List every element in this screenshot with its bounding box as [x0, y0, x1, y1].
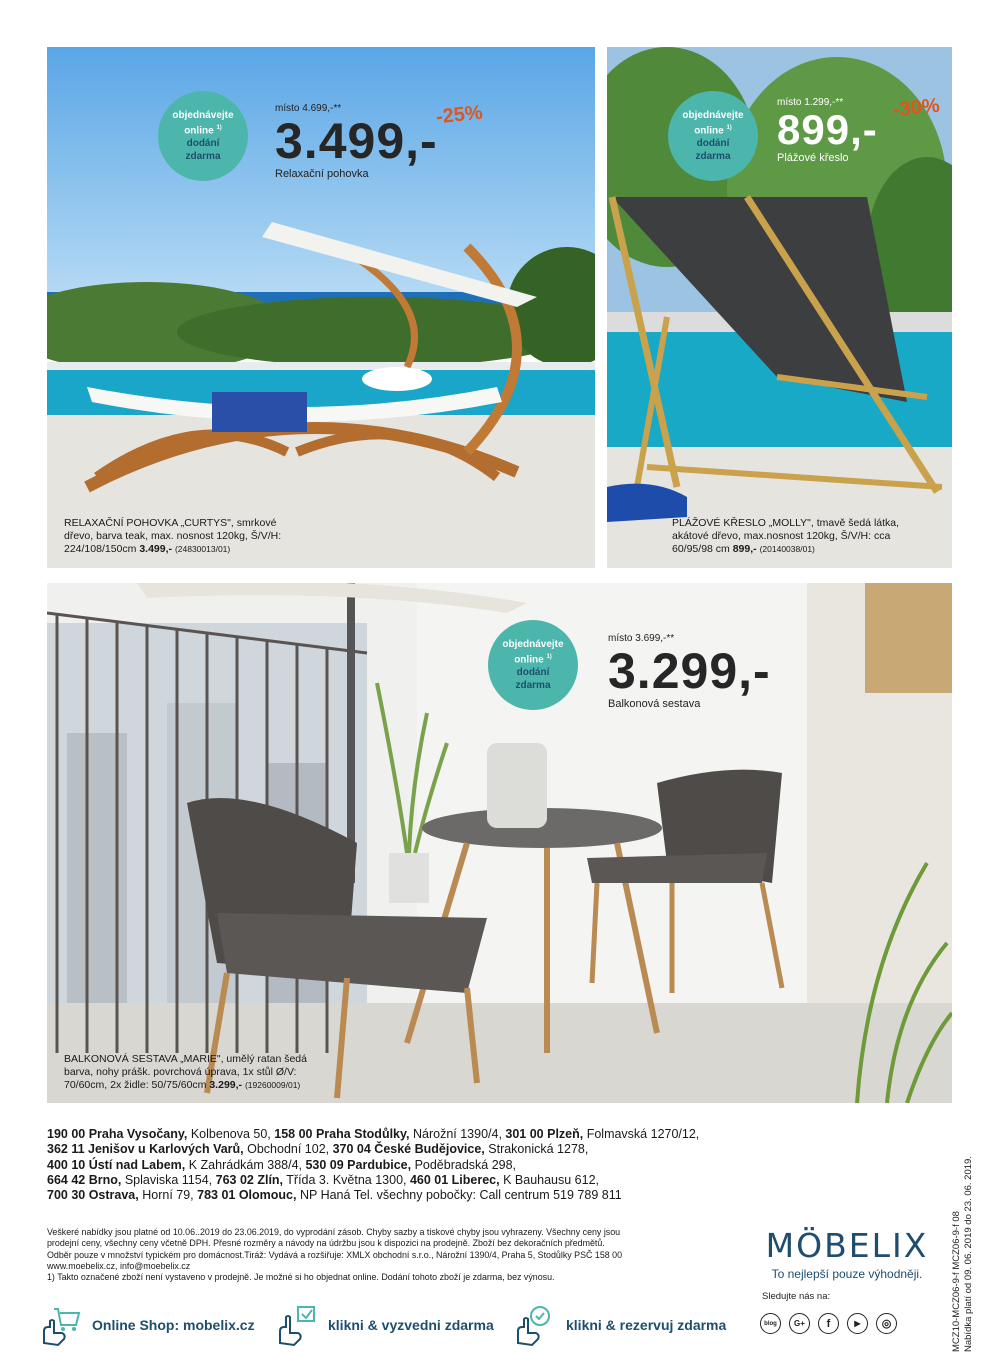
product-name: Balkonová sestava [608, 698, 701, 710]
logo-tagline: To nejlepší pouze výhodněji. [771, 1267, 923, 1281]
online-order-badge: objednávejte online $^{1)}$ dodání zdarma [488, 620, 578, 710]
instagram-icon[interactable]: ◎ [876, 1313, 897, 1334]
store-address: Strakonická 1278, [484, 1142, 589, 1157]
imprint-code: MCZ10-MCZ06-9-f MCZ06-9-f 08 [951, 1211, 962, 1352]
price: 899,- [777, 106, 878, 153]
store-address: Poděbradská 298, [411, 1157, 517, 1172]
click-reserve-label: klikni & rezervuj zdarma [566, 1317, 727, 1333]
legal-notes [47, 1227, 727, 1283]
click-pickup-link[interactable] [276, 1300, 494, 1350]
store-address: Horní 79, [138, 1188, 198, 1203]
legal-line: www.moebelix.cz, info@moebelix.cz [47, 1260, 191, 1271]
old-price: místo 1.299,-** [777, 97, 844, 108]
store-city: 400 10 Ústí nad Labem, [47, 1157, 186, 1172]
price: 3.299,- [608, 643, 771, 699]
price: 3.499,- [275, 113, 438, 169]
store-line [47, 1188, 747, 1203]
moebelix-logo[interactable] [757, 1226, 937, 1281]
imprint-validity: Nabídka platí od 09. 06. 2019 do 23. 06. 2019. [963, 1156, 974, 1352]
price-block-lounger [275, 103, 438, 180]
store-address: Splaviska 1154, [121, 1172, 216, 1187]
store-city: 664 42 Brno, [47, 1172, 122, 1187]
product-caption: RELAXAČNÍ POHOVKA „CURTYS", smrkové dřevo, barva teak, max. nosnost 120kg, Š/V/H: 224/108/150cm 3.499,- (24830013/01) [64, 517, 282, 555]
online-order-badge: objednávejte online $^{1)}$ dodání zdarma [668, 91, 758, 181]
store-city: 763 02 Zlín, [215, 1172, 284, 1187]
price-block-balcony [608, 633, 771, 710]
product-caption: PLÁŽOVÉ KŘESLO „MOLLY", tmavě šedá látka, akátové dřevo, max.nosnost 120kg, Š/V/H: cca 60/95/98 cm 899,- (20140038/01) [672, 517, 900, 555]
price-block-beach-chair [777, 97, 878, 164]
store-city: 530 09 Pardubice, [305, 1157, 412, 1172]
product-caption: BALKONOVÁ SESTAVA „MARIE", umělý ratan šedá barva, nohy prášk. povrchová úprava, 1x stůl Ø/V: 70/60cm, 2x židle: 50/75/60cm 3.299,- (19260009/01) [64, 1053, 307, 1091]
store-city: 370 04 České Budějovice, [332, 1142, 485, 1157]
store-address: K Zahrádkám 388/4, [185, 1157, 306, 1172]
online-order-badge: objednávejte online $^{1)}$ dodání zdarma [158, 91, 248, 181]
product-name: Relaxační pohovka [275, 168, 369, 180]
store-city: 460 01 Liberec, [409, 1172, 500, 1187]
store-line [47, 1158, 747, 1173]
shop-links-row [40, 1300, 760, 1350]
follow-us-label: Sledujte nás na: [762, 1291, 831, 1302]
click-reserve-link[interactable] [514, 1300, 726, 1350]
online-shop-link[interactable] [40, 1300, 255, 1350]
product-name: Plážové křeslo [777, 152, 849, 164]
store-address: Třída 3. Května 1300, [283, 1172, 410, 1187]
legal-line: 1) Takto označené zboží není vystaveno v prodejně. Je možné si ho objednat online. Dodání tohoto zboží je zdarma, bez výnosu. [47, 1272, 555, 1283]
facebook-icon[interactable]: f [818, 1313, 839, 1334]
store-city: 158 00 Praha Stodůlky, [274, 1127, 410, 1141]
click-reserve-icon [514, 1303, 558, 1347]
store-address: K Bauhausu 612, [499, 1172, 600, 1187]
logo-wordmark: MÖBELIX [765, 1226, 929, 1265]
discount-badge: -25% [434, 101, 484, 129]
legal-line: prodejní ceny, všechny ceny včetně DPH. Přesné rozměry a návody na údržbu jsou k dispozici na prodejně. Zboží bez dekoračních předmětů. [47, 1238, 605, 1249]
vertical-imprint [951, 1128, 987, 1352]
store-line [47, 1142, 747, 1157]
discount-badge: -30% [891, 94, 941, 122]
click-pickup-label: klikni & vyzvedni zdarma [328, 1317, 494, 1333]
store-line [47, 1127, 747, 1142]
legal-line: Odběr pouze v množství typickém pro domácnost.Tiráž: Vydává a rozšiřuje: XMLX obchodní s.r.o., Nárožní 1390/4, Praha 5, Stodůlky PSČ 158 00 [47, 1249, 623, 1260]
store-address: Obchodní 102, [243, 1142, 333, 1157]
store-city: 783 01 Olomouc, [197, 1188, 297, 1203]
old-price: místo 4.699,-** [275, 103, 342, 114]
store-city: 700 30 Ostrava, [47, 1188, 139, 1203]
blog-icon[interactable]: blog [760, 1313, 781, 1334]
old-price: místo 3.699,-** [608, 633, 675, 644]
store-city: 190 00 Praha Vysočany, [47, 1127, 188, 1141]
social-links [760, 1313, 897, 1334]
store-address: Folmavská 1270/12, [583, 1127, 700, 1141]
store-list [47, 1127, 747, 1203]
click-pickup-icon [276, 1303, 320, 1347]
online-shop-label: Online Shop: mobelix.cz [92, 1317, 255, 1333]
store-line [47, 1173, 747, 1188]
store-city: 301 00 Plzeň, [505, 1127, 584, 1141]
store-address: NP Haná Tel. všechny pobočky: Call centrum 519 789 811 [296, 1188, 622, 1203]
google-plus-icon[interactable]: G+ [789, 1313, 810, 1334]
legal-line: Veškeré nabídky jsou platné od 10.06..2019 do 23.06.2019, do vyprodání zásob. Chyby sazby a tiskové chyby jsou vyhrazeny. Všechny ceny jsou [47, 1227, 621, 1237]
shopping-cart-hand-icon [40, 1303, 84, 1347]
store-city: 362 11 Jenišov u Karlových Varů, [47, 1142, 244, 1157]
youtube-icon[interactable]: ▶ [847, 1313, 868, 1334]
store-address: Nárožní 1390/4, [409, 1127, 506, 1141]
store-address: Kolbenova 50, [187, 1127, 275, 1141]
